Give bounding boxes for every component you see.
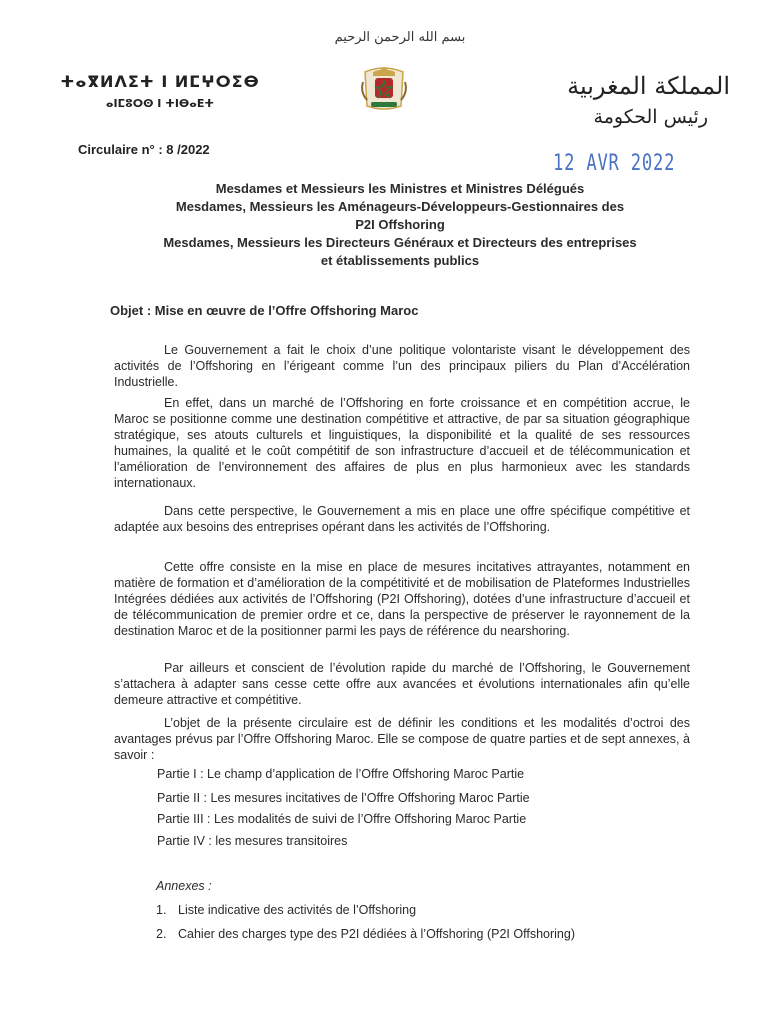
annex-text: Liste indicative des activités de l’Offshoring xyxy=(178,903,417,917)
paragraph-text: Par ailleurs et conscient de l’évolution rapide du marché de l’Offshoring, le Gouvernement s’attachera à adapter sans cesse cette offre aux avancées et évolutions internationales afin qu’elle demeure attractive et compétitive. xyxy=(114,661,690,707)
annex-item xyxy=(156,903,416,917)
addressee-line: Mesdames, Messieurs les Directeurs Généraux et Directeurs des entreprises xyxy=(163,235,637,250)
arabic-title: المملكة المغربية xyxy=(567,72,730,100)
paragraph-text: En effet, dans un marché de l’Offshoring en forte croissance et en compétition accrue, le Maroc se positionne comme une destination compétitive et attractive, de par sa situation géographique stratégique, ses atouts culturels et linguistiques, la disponibilité et la qualité de ses ressources humaines, la qualité et le coût compétitif de son infrastructure d’accueil et de télécommunication et l’amélioration de l’environnement des affaires de plus en plus harmonieux avec les standards internationaux. xyxy=(114,396,690,490)
paragraph-text: Le Gouvernement a fait le choix d’une politique volontariste visant le développement des activités de l’Offshoring en l’érigeant comme l’un des principaux piliers du Plan d’Accélération Industrielle. xyxy=(114,343,690,389)
paragraph xyxy=(114,395,690,491)
part-item: Partie II : Les mesures incitatives de l’Offre Offshoring Maroc Partie xyxy=(157,791,530,805)
paragraph-text: L’objet de la présente circulaire est de définir les conditions et les modalités d’octroi des avantages prévus par l’Offre Offshoring Maroc. Elle se compose de quatre parties et de sept annexes, à savoir : xyxy=(114,716,690,762)
annexes-label: Annexes : xyxy=(156,879,212,893)
tifinagh-title: ⵜⴰⴳⵍⴷⵉⵜ ⵏ ⵍⵎⵖⵔⵉⴱ xyxy=(60,72,260,91)
paragraph-text: Dans cette perspective, le Gouvernement a mis en place une offre spécifique compétitive et adaptée aux besoins des entreprises opérant dans les activités de l’Offshoring. xyxy=(114,504,690,534)
tifinagh-subtitle: ⴰⵏⵎⵓⵔⵙ ⵏ ⵜⵏⴱⴰⴹⵜ xyxy=(105,97,215,110)
part-item: Partie IV : les mesures transitoires xyxy=(157,834,348,848)
paragraph-text: Cette offre consiste en la mise en place de mesures incitatives attrayantes, notamment en matière de formation et d’amélioration de la compétitivité et de mobilisation de Plateformes Industrielles Intégrées dédiées aux activités de l’Offshoring (P2I Offshoring), dotées d’une infrastructure d’accueil et de télécommunication de premier ordre et ce, dans la perspective de préserver le rayonnement de la destination Maroc et de la positionner parmi les pays de référence du nearshoring. xyxy=(114,560,690,638)
paragraph xyxy=(114,559,690,639)
addressees-block xyxy=(120,180,680,270)
annex-number: 1. xyxy=(156,903,167,917)
annex-text: Cahier des charges type des P2I dédiées à l’Offshoring (P2I Offshoring) xyxy=(178,927,575,941)
paragraph xyxy=(114,715,690,763)
addressee-line: et établissements publics xyxy=(320,253,480,268)
date-stamp: 12 AVR 2022 xyxy=(553,151,676,176)
part-item: Partie I : Le champ d’application de l’Offre Offshoring Maroc Partie xyxy=(157,767,525,781)
paragraph xyxy=(114,660,690,708)
paragraph xyxy=(114,342,690,390)
addressee-line: Mesdames et Messieurs les Ministres et Ministres Délégués xyxy=(215,181,585,196)
part-item: Partie III : Les modalités de suivi de l’Offre Offshoring Maroc Partie xyxy=(157,812,527,826)
arabic-subtitle: رئيس الحكومة xyxy=(593,106,708,128)
addressee-line: Mesdames, Messieurs les Aménageurs-Développeurs-Gestionnaires des xyxy=(175,199,625,214)
annex-number: 2. xyxy=(156,927,167,941)
basmala: بسم الله الرحمن الرحيم xyxy=(334,30,466,45)
royal-emblem-icon xyxy=(357,62,411,112)
circular-number: Circulaire n° : 8 /2022 xyxy=(78,142,210,157)
annex-item xyxy=(156,927,575,941)
paragraph xyxy=(114,503,690,535)
subject-line: Objet : Mise en œuvre de l’Offre Offshoring Maroc xyxy=(110,303,419,318)
addressee-line: P2I Offshoring xyxy=(355,217,445,232)
